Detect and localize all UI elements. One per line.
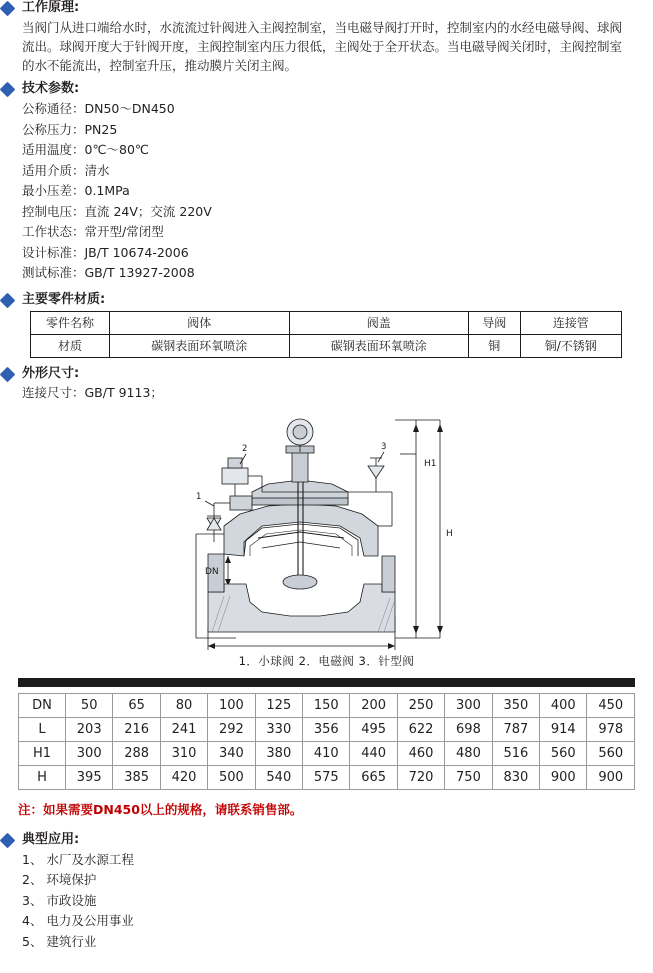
table-cell: 787 (492, 717, 539, 741)
list-item: 1、 水厂及水源工程 (22, 851, 134, 867)
table-cell: 50 (66, 693, 113, 717)
section-title: 典型应用: (22, 831, 80, 847)
row-label: 材质 (31, 334, 110, 357)
table-row (19, 693, 635, 717)
table-cell: 395 (66, 765, 113, 789)
table-cell: 300 (66, 741, 113, 765)
table-row (19, 765, 635, 789)
list-item: 适用介质：清水 (22, 162, 110, 178)
valve-cross-section-drawing (0, 406, 653, 678)
table-cell: 350 (492, 693, 539, 717)
table-cell: 356 (303, 717, 350, 741)
materials-table (30, 311, 622, 358)
table-row (31, 311, 622, 334)
list-item: 5、 建筑行业 (22, 933, 97, 949)
application-list (22, 850, 653, 953)
table-cell: 连接管 (520, 311, 621, 334)
table-cell: 440 (350, 741, 397, 765)
table-cell: 铜/不锈钢 (520, 334, 621, 357)
table-cell: 250 (397, 693, 444, 717)
table-cell: 900 (540, 765, 587, 789)
table-cell: 665 (350, 765, 397, 789)
table-cell: 622 (397, 717, 444, 741)
table-cell: 495 (350, 717, 397, 741)
table-cell: 460 (397, 741, 444, 765)
diamond-bullet-icon (0, 292, 15, 308)
table-cell: 400 (540, 693, 587, 717)
diamond-bullet-icon (0, 82, 15, 98)
table-cell: 阀体 (110, 311, 290, 334)
principle-body: 当阀门从进口端给水时，水流流过针阀进入主阀控制室，当电磁导阀打开时，控制室内的水经电磁导阀、球阀流出。球阀开度大于针阀开度，主阀控制室内压力很低，主阀处于全开状态。当电磁导阀关闭时，主阀控制室的水不能流出，控制室升压，推动膜片关闭主阀。 (22, 20, 623, 73)
list-item: 公称通径：DN50～DN450 (22, 101, 175, 116)
list-item: 控制电压：直流 24V；交流 220V (22, 203, 212, 219)
table-cell: 65 (113, 693, 160, 717)
table-row (19, 717, 635, 741)
list-item: 2、 环境保护 (22, 872, 97, 887)
drawing-caption: 1．小球阀 2．电磁阀 3．针型阀 (238, 653, 415, 668)
table-cell: 575 (303, 765, 350, 789)
row-label: H1 (19, 741, 66, 765)
list-item: 3、 市政设施 (22, 892, 97, 908)
table-row (19, 741, 635, 765)
callout-2: 2 (242, 443, 248, 454)
section-title: 主要零件材质: (22, 291, 106, 307)
table-cell: 125 (255, 693, 302, 717)
table-cell: 203 (66, 717, 113, 741)
tech-spec-list (22, 99, 653, 284)
table-cell: 300 (445, 693, 492, 717)
table-cell: 碳钢表面环氧喷涂 (289, 334, 469, 357)
table-cell: 385 (113, 765, 160, 789)
table-cell: 200 (350, 693, 397, 717)
table-cell: 100 (208, 693, 255, 717)
section-title: 工作原理: (22, 0, 80, 15)
table-cell: 216 (113, 717, 160, 741)
row-label: H (19, 765, 66, 789)
row-label: L (19, 717, 66, 741)
table-cell: 500 (208, 765, 255, 789)
table-cell: 380 (255, 741, 302, 765)
section-heading-materials (0, 292, 653, 307)
section-heading-applications (0, 832, 653, 847)
valve-drawing-svg (0, 406, 653, 656)
table-cell: 450 (587, 693, 635, 717)
list-item: 测试标准：GB/T 13927-2008 (22, 265, 195, 280)
list-item: 设计标准：JB/T 10674-2006 (22, 244, 189, 260)
table-cell: 241 (160, 717, 207, 741)
table-cell: 阀盖 (289, 311, 469, 334)
table-cell: 420 (160, 765, 207, 789)
diamond-bullet-icon (0, 366, 15, 382)
table-cell: 288 (113, 741, 160, 765)
section-heading-dimension (0, 366, 653, 381)
row-label: DN (19, 693, 66, 717)
list-item: 公称压力：PN25 (22, 121, 118, 137)
dimension-table-topbar (18, 678, 635, 687)
table-cell: 914 (540, 717, 587, 741)
table-cell: 330 (255, 717, 302, 741)
table-cell: 560 (540, 741, 587, 765)
dim-label-h: H (446, 528, 453, 539)
dim-label-h1: H1 (424, 458, 437, 469)
table-cell: 150 (303, 693, 350, 717)
dimension-table (18, 693, 635, 790)
table-cell: 516 (492, 741, 539, 765)
table-cell: 750 (445, 765, 492, 789)
table-cell: 900 (587, 765, 635, 789)
callout-3: 3 (381, 441, 387, 452)
table-cell: 560 (587, 741, 635, 765)
connection-standard-note: 连接尺寸：GB/T 9113； (22, 384, 163, 400)
section-title: 技术参数: (22, 81, 80, 96)
list-item: 最小压差：0.1MPa (22, 183, 130, 198)
table-cell: 480 (445, 741, 492, 765)
table-cell: 碳钢表面环氧喷涂 (110, 334, 290, 357)
section-title: 外形尺寸: (22, 365, 80, 381)
list-item: 适用温度：0℃～80℃ (22, 142, 149, 157)
table-cell: 340 (208, 741, 255, 765)
table-row (31, 334, 622, 357)
table-cell: 铜 (469, 334, 521, 357)
table-cell: 410 (303, 741, 350, 765)
list-item: 4、 电力及公用事业 (22, 913, 134, 928)
section-heading-principle (0, 0, 653, 15)
list-item: 工作状态：常开型/常闭型 (22, 224, 164, 239)
table-cell: 80 (160, 693, 207, 717)
table-cell: 540 (255, 765, 302, 789)
diamond-bullet-icon (0, 832, 15, 848)
diamond-bullet-icon (0, 1, 15, 17)
table-cell: 978 (587, 717, 635, 741)
table-cell: 导阀 (469, 311, 521, 334)
row-label: 零件名称 (31, 311, 110, 334)
sales-note: 注：如果需要DN450以上的规格，请联系销售部。 (18, 801, 303, 817)
table-cell: 698 (445, 717, 492, 741)
callout-1: 1 (196, 491, 202, 502)
table-cell: 830 (492, 765, 539, 789)
dim-label-dn: DN (205, 566, 219, 577)
table-cell: 310 (160, 741, 207, 765)
table-cell: 720 (397, 765, 444, 789)
section-heading-tech (0, 81, 653, 96)
table-cell: 292 (208, 717, 255, 741)
